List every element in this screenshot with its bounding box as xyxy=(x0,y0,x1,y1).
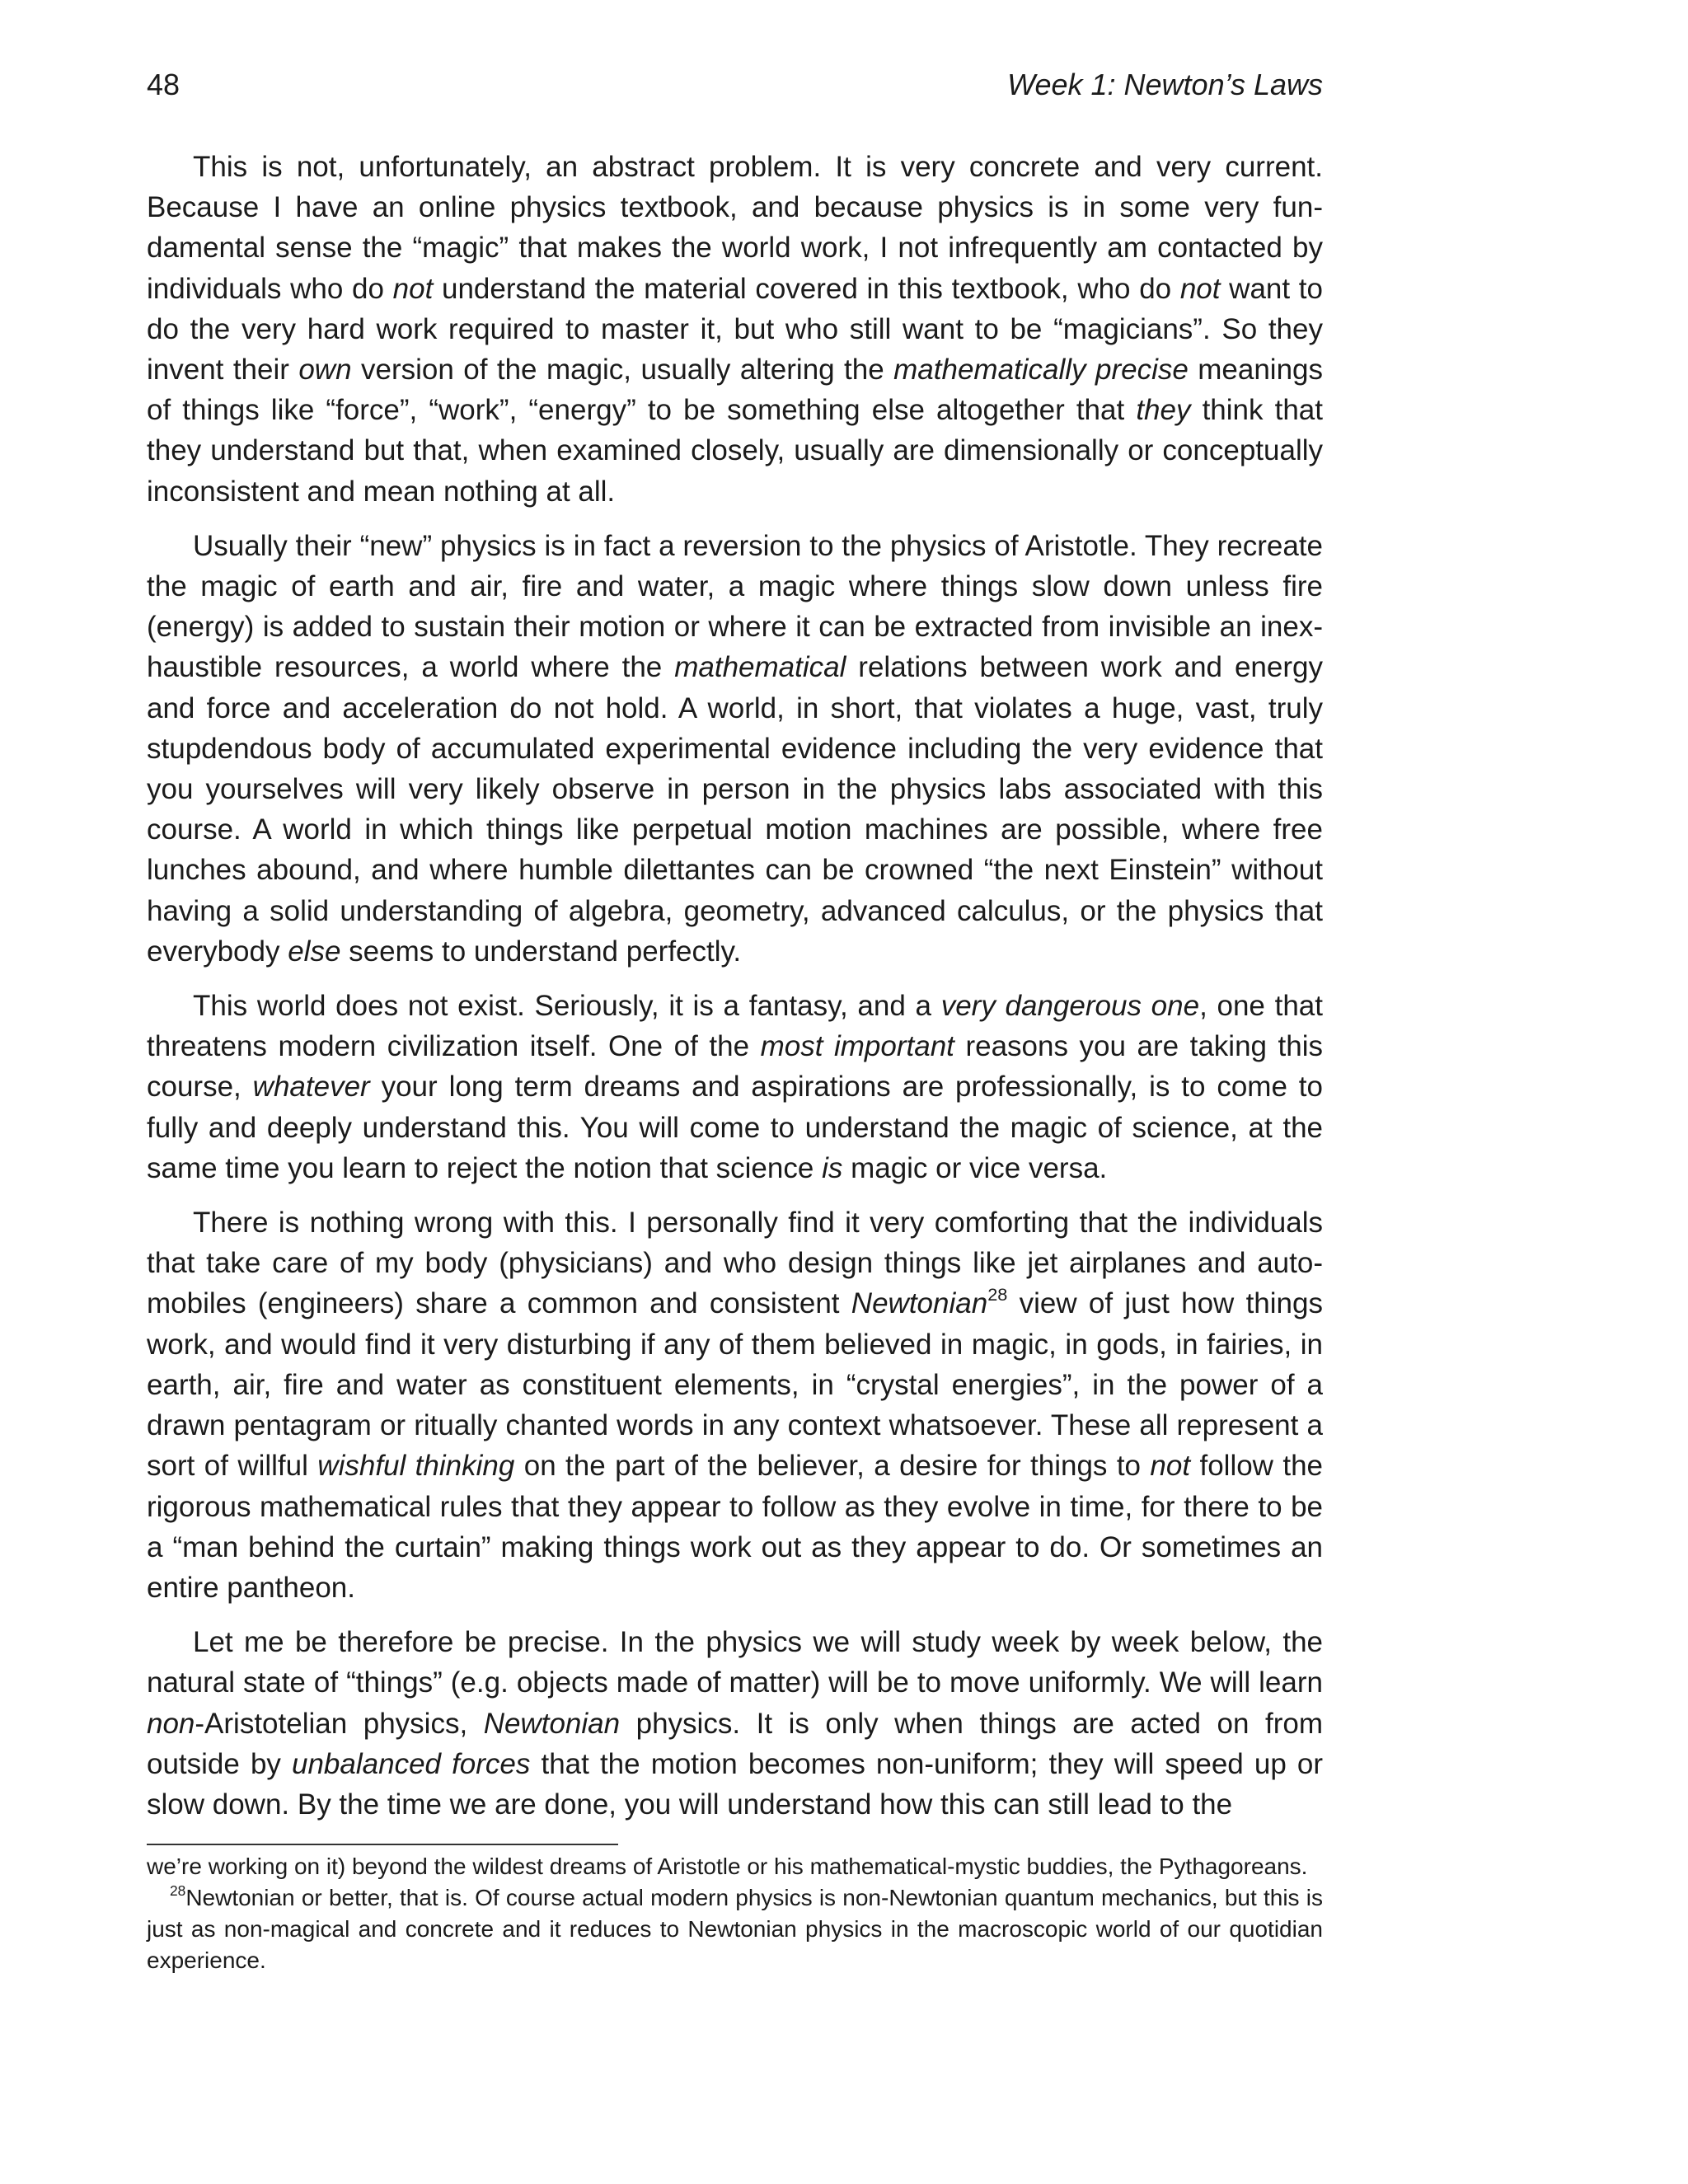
emphasis: is xyxy=(822,1151,843,1184)
emphasis: whatever xyxy=(252,1071,370,1104)
text-run: magic or vice versa. xyxy=(842,1151,1108,1184)
emphasis: not xyxy=(1150,1450,1191,1483)
text-run: your long term dreams and aspirations are professionally, is to come to fully and deeply understand this. You will come to understand the magic of science, at the same time you learn to reject the notion that science xyxy=(147,1071,1323,1184)
text-run: that the motion becomes non-uniform; they will speed up or slow down. By the time we are done, you will understand how this can still lead to the xyxy=(147,1747,1323,1821)
text-run: relations between work and energy and force and acceleration do not hold. A world, in short, that violates a huge, vast, truly stupdendous body of accumulated experimental evidence including the very evidence that you yourselves will very likely observe in person in the physics labs associated with this course. A world in which things like perpetual motion machines are possible, where free lunches abound, and where humble dilettantes can be crowned “the next Einstein” without having a solid understanding of algebra, geometry, advanced calculus, or the physics that everybody xyxy=(147,651,1323,968)
emphasis: Newtonian xyxy=(851,1287,988,1320)
emphasis: very dangerous one xyxy=(940,990,1200,1023)
body-text xyxy=(147,147,1323,1839)
text-run: follow the rigorous mathematical rules that they appear to follow as they evolve in time, for there to be a “man behind the curtain” making things work out as they appear to do. Or sometimes an entire pantheon. xyxy=(147,1450,1324,1604)
paragraph xyxy=(147,1622,1323,1825)
text-run: This world does not exist. Seriously, it is a fantasy, and a xyxy=(193,990,941,1023)
emphasis: else xyxy=(288,935,341,968)
emphasis: Newtonian xyxy=(483,1707,621,1740)
emphasis: mathematically precise xyxy=(893,354,1189,387)
text-run: -Aristotelian physics, xyxy=(195,1707,484,1740)
page-number: 48 xyxy=(147,68,181,101)
running-header xyxy=(147,64,1323,105)
text-run: think that they understand but that, when examined closely, usually are dimensionally or conceptually inconsistent and mean nothing at all. xyxy=(147,394,1323,508)
text-run: Let me be therefore be precise. In the physics we will study week by week below, the natural state of “things” (e.g. objects made of matter) will be to move uniformly. We will learn xyxy=(147,1626,1323,1699)
emphasis: not xyxy=(1179,272,1221,305)
text-run: , one that threatens modern civilization itself. One of the xyxy=(147,990,1323,1063)
text-run: physics. It is only when things are acted on from outside by xyxy=(147,1707,1323,1780)
text-run: understand the material covered in this textbook, who do xyxy=(433,272,1180,305)
emphasis: they xyxy=(1136,394,1191,427)
text-run: There is nothing wrong with this. I personally find it very comforting that the individuals that take care of my body (physicians) and who design things like jet airplanes and automobiles (engineers) share a common and consistent xyxy=(147,1207,1323,1320)
emphasis: own xyxy=(298,354,352,387)
text-run: reasons you are taking this course, xyxy=(147,1030,1324,1104)
footnote-28 xyxy=(147,1882,1323,1976)
emphasis: unbalanced forces xyxy=(292,1747,531,1780)
document-page xyxy=(147,0,1323,2184)
emphasis: mathematical xyxy=(674,651,846,684)
text-run: want to do the very hard work required to master it, but who still want to be “magicians”. So they invent their xyxy=(147,272,1323,387)
emphasis: most important xyxy=(760,1030,954,1063)
text-run: view of just how things work, and would find it very disturbing if any of them believed in magic, in gods, in fairies, in earth, air, fire and water as constituent elements, in “crystal energies”, in the power of a drawn pentagram or ritually chanted words in any context whatsoever. These all represent a sort of willful xyxy=(147,1287,1323,1483)
footnote-rule xyxy=(147,1844,618,1845)
emphasis: non xyxy=(147,1707,195,1740)
footnote-continued: we’re working on it) beyond the wildest dreams of Aristotle or his mathematical-mystic buddies, the Pythagoreans. xyxy=(147,1854,1308,1879)
paragraph xyxy=(147,986,1323,1188)
text-run: seems to understand perfectly. xyxy=(340,935,742,968)
emphasis: not xyxy=(392,272,434,305)
footnote-mark: 28 xyxy=(170,1882,186,1899)
footnote-reference[interactable]: 28 xyxy=(987,1284,1008,1305)
chapter-title: Week 1: Newton’s Laws xyxy=(1007,68,1323,101)
text-run: Usually their “new” physics is in fact a reversion to the physics of Aristotle. They recreate the magic of earth and air, fire and water, a magic where things slow down unless fire (energy) is added to sustain their motion or where it can be extracted from invisible an inexhaustible resources, a world where the xyxy=(147,529,1323,684)
paragraph xyxy=(147,526,1323,972)
footnotes xyxy=(147,1851,1323,1976)
paragraph xyxy=(147,1202,1323,1608)
text-run: on the part of the believer, a desire for things to xyxy=(514,1450,1151,1483)
text-run: version of the magic, usually altering the xyxy=(351,354,894,387)
emphasis: wishful thinking xyxy=(317,1450,515,1483)
paragraph xyxy=(147,147,1323,512)
text-run: This is not, unfortunately, an abstract problem. It is very concrete and very current. Because I have an online physics textbook, and because physics is in some very fundamental sense the “magic” that makes the world work, I not infrequently am contacted by individuals who do xyxy=(147,151,1323,305)
text-run: meanings of things like “force”, “work”, “energy” to be something else altogether that xyxy=(147,354,1323,427)
footnote-text: Newtonian or better, that is. Of course actual modern physics is non-Newtonian quantum mechanics, but this is just as non-magical and concrete and it reduces to Newtonian physics in the macroscopic world of our quotidian experience. xyxy=(147,1885,1323,1973)
